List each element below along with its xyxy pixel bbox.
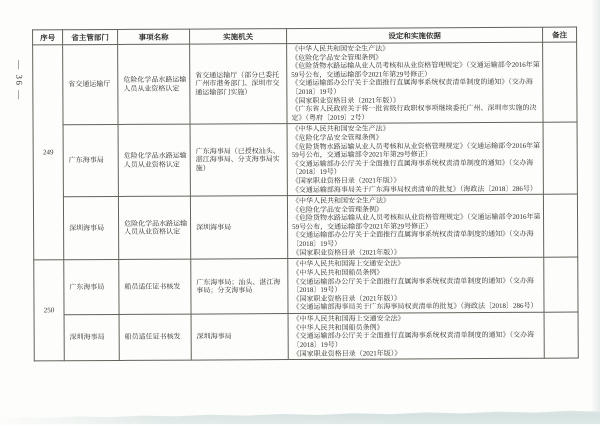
table-row xyxy=(33,194,577,260)
col-header-department: 省主管部门 xyxy=(63,29,118,44)
table-row xyxy=(34,312,578,361)
basis-cell xyxy=(288,257,544,313)
agency-cell: 广东海事局；汕头、湛江海事局；分支海事局 xyxy=(191,259,288,315)
basis-line: 《中华人民共和国船员条例》 xyxy=(292,323,384,332)
basis-line: 《交通运输部办公厅关于全面推行直属海事系统权责清单制度的通知》（交办海〔2018〕19号） xyxy=(291,78,533,97)
agency-cell: 深圳海事局 xyxy=(190,196,287,260)
item-name-cell: 危险化学品水路运输人员从业资格认定 xyxy=(118,196,190,260)
department-cell: 省交通运输厅 xyxy=(63,44,118,125)
basis-line: 《中华人民共和国安全生产法》 xyxy=(291,44,390,54)
basis-cell xyxy=(287,194,543,258)
basis-line: 《交通运输部办公厅关于全面推行直属海事系统权责清单制度的通知》（交办海〔2018〕19号） xyxy=(292,331,535,350)
basis-line: 《危险货物水路运输从业人员考核和从业资格管理规定》（交通运输部令2016年第59号公布，交通运输部令2021年第29号修正） xyxy=(291,141,541,160)
basis-line: 《国家职业资格目录（2021年版）》 xyxy=(291,176,401,185)
col-header-serial: 序号 xyxy=(33,30,63,45)
department-cell: 广东海事局 xyxy=(64,260,119,315)
basis-line: 《国家职业资格目录（2021年版）》 xyxy=(292,294,401,303)
agency-cell: 广东海事局（已授权汕头、湛江海事局、分支海事局实施） xyxy=(190,124,287,196)
item-name-cell: 船员适任证书核发 xyxy=(119,314,191,360)
basis-line: 《中华人民共和国海上交通安全法》 xyxy=(292,259,405,269)
basis-line: 《危险货物水路运输从业人员考核和从业资格管理规定》（交通运输部令2016年第59号公布，交通运输部令2021年第29号修正） xyxy=(292,213,541,231)
page-number: — 36 — xyxy=(14,60,25,101)
table-row xyxy=(34,257,578,315)
department-cell: 深圳海事局 xyxy=(64,315,119,361)
col-header-item-name: 事项名称 xyxy=(118,29,190,44)
basis-line: 《危险化学品安全管理条例》 xyxy=(291,205,384,214)
remark-cell xyxy=(543,194,577,257)
serial-cell: 250 xyxy=(34,260,65,361)
basis-line: 《中华人民共和国安全生产法》 xyxy=(291,124,390,134)
item-name-cell: 危险化学品水路运输人员从业资格认定 xyxy=(118,124,190,196)
basis-line: 《交通运输部海事局关于广东海事局权责清单的批复》（海政法〔2018〕286号） xyxy=(291,184,537,194)
remark-cell xyxy=(543,42,577,123)
basis-line: 《中华人民共和国海上交通安全法》 xyxy=(292,314,405,324)
basis-line: 《危险货物水路运输从业人员考核和从业资格管理规定》（交通运输部令2016年第59号公布，交通运输部令2021年第29号修正） xyxy=(291,60,540,79)
basis-line: 《交通运输部海事局关于广东海事局权责清单的批复》（海政法〔2018〕286号） xyxy=(292,302,538,312)
basis-cell xyxy=(287,42,543,124)
remark-cell xyxy=(544,312,578,358)
basis-line: 《中华人民共和国船员条例》 xyxy=(292,268,384,278)
item-name-cell: 危险化学品水路运输人员从业资格认定 xyxy=(118,44,190,125)
basis-line: 《中华人民共和国安全生产法》 xyxy=(291,196,390,206)
department-cell: 广东海事局 xyxy=(63,125,118,197)
basis-line: 《危险化学品安全管理条例》 xyxy=(291,53,383,62)
table-row xyxy=(33,122,577,197)
basis-cell xyxy=(288,312,544,359)
basis-line: 《危险化学品安全管理条例》 xyxy=(291,133,383,142)
department-cell: 深圳海事局 xyxy=(63,197,118,260)
basis-line: 《国家职业资格目录（2021年版）》 xyxy=(292,248,401,257)
remark-cell xyxy=(544,257,578,312)
basis-line: 《交通运输部办公厅关于全面推行直属海事系统权责清单制度的通知》（交办海〔2018〕19号） xyxy=(292,230,534,249)
agency-cell: 深圳海事局 xyxy=(191,314,288,360)
basis-line: 《国家职业资格目录（2021年版）》 xyxy=(291,96,400,105)
basis-line: 《国家职业资格目录（2021年版）》 xyxy=(292,349,402,358)
col-header-agency: 实施机关 xyxy=(190,29,287,45)
serial-cell: 249 xyxy=(33,45,64,260)
basis-line: 《交通运输部办公厅关于全面推行直属海事系统权责清单制度的通知》（交办海〔2018〕19号） xyxy=(292,276,534,295)
basis-cell xyxy=(287,123,543,196)
table-row xyxy=(33,42,577,125)
item-name-cell: 船员适任证书核发 xyxy=(119,259,191,314)
remark-cell xyxy=(543,122,577,194)
basis-line: 《广东省人民政府关于将一批省级行政职权事项继续委托广州、深圳市实施的决定》（粤府〔2019〕2号） xyxy=(291,103,537,122)
col-header-remark: 备注 xyxy=(543,27,577,42)
basis-line: 《交通运输部办公厅关于全面推行直属海事系统权责清单制度的通知》（交办海〔2018〕19号） xyxy=(291,158,534,177)
col-header-basis: 设定和实施依据 xyxy=(287,27,543,43)
agency-cell: 省交通运输厅（部分已委托广州市港务部门、深圳市交通运输部门实施） xyxy=(190,44,287,125)
scan-edge-shading xyxy=(591,0,600,424)
authority-items-table xyxy=(32,27,579,362)
